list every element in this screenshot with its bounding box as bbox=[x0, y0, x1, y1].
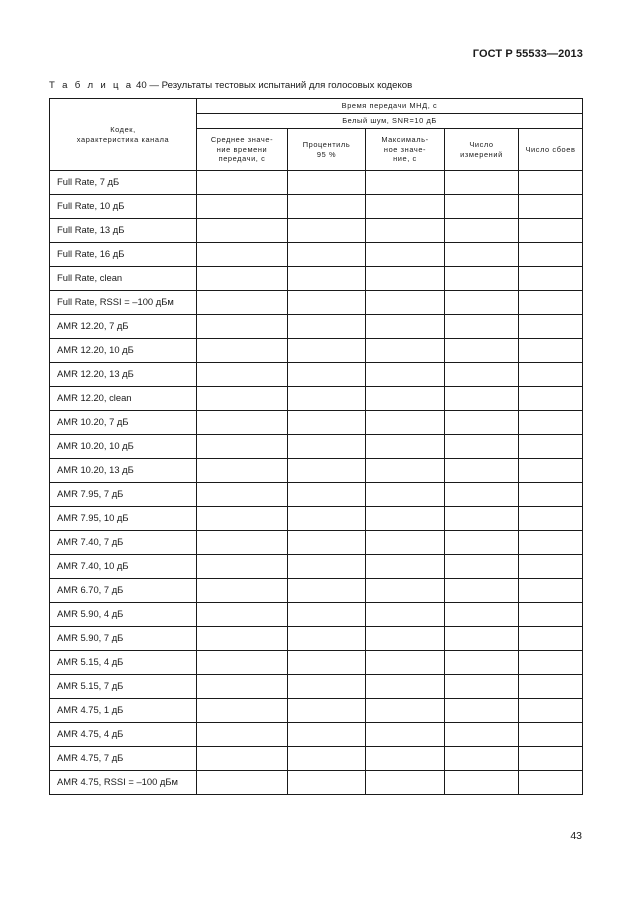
empty-value-cell bbox=[288, 435, 366, 459]
empty-value-cell bbox=[197, 171, 288, 195]
empty-value-cell bbox=[519, 747, 583, 771]
page-number: 43 bbox=[570, 830, 582, 842]
table-row bbox=[50, 171, 583, 195]
table-row bbox=[50, 315, 583, 339]
empty-value-cell bbox=[519, 171, 583, 195]
empty-value-cell bbox=[445, 507, 519, 531]
empty-value-cell bbox=[366, 627, 445, 651]
empty-value-cell bbox=[197, 483, 288, 507]
empty-value-cell bbox=[519, 555, 583, 579]
empty-value-cell bbox=[519, 435, 583, 459]
empty-value-cell bbox=[366, 291, 445, 315]
empty-value-cell bbox=[445, 171, 519, 195]
subgroup-header: Белый шум, SNR=10 дБ bbox=[197, 114, 583, 129]
table-row bbox=[50, 627, 583, 651]
table-caption-number: 40 bbox=[136, 80, 147, 91]
column-header bbox=[197, 129, 288, 171]
empty-value-cell bbox=[445, 555, 519, 579]
codec-cell: AMR 12.20, clean bbox=[50, 387, 197, 411]
table-caption-dash: — bbox=[149, 80, 159, 91]
empty-value-cell bbox=[197, 579, 288, 603]
codec-cell: Full Rate, clean bbox=[50, 267, 197, 291]
codec-cell: AMR 12.20, 7 дБ bbox=[50, 315, 197, 339]
codec-column-header bbox=[50, 99, 197, 171]
codec-cell: AMR 4.75, 7 дБ bbox=[50, 747, 197, 771]
column-header bbox=[445, 129, 519, 171]
table-row bbox=[50, 483, 583, 507]
empty-value-cell bbox=[197, 195, 288, 219]
empty-value-cell bbox=[445, 459, 519, 483]
empty-value-cell bbox=[519, 603, 583, 627]
empty-value-cell bbox=[366, 267, 445, 291]
table-row bbox=[50, 387, 583, 411]
empty-value-cell bbox=[519, 483, 583, 507]
empty-value-cell bbox=[519, 219, 583, 243]
empty-value-cell bbox=[288, 555, 366, 579]
empty-value-cell bbox=[288, 411, 366, 435]
table-row bbox=[50, 459, 583, 483]
empty-value-cell bbox=[445, 699, 519, 723]
empty-value-cell bbox=[288, 723, 366, 747]
codec-cell: Full Rate, 7 дБ bbox=[50, 171, 197, 195]
empty-value-cell bbox=[288, 651, 366, 675]
empty-value-cell bbox=[288, 531, 366, 555]
empty-value-cell bbox=[445, 315, 519, 339]
empty-value-cell bbox=[288, 315, 366, 339]
table-row bbox=[50, 699, 583, 723]
table-row bbox=[50, 531, 583, 555]
codec-cell: AMR 4.75, RSSI = –100 дБм bbox=[50, 771, 197, 795]
empty-value-cell bbox=[288, 459, 366, 483]
empty-value-cell bbox=[445, 627, 519, 651]
empty-value-cell bbox=[445, 435, 519, 459]
codec-cell: AMR 10.20, 13 дБ bbox=[50, 459, 197, 483]
empty-value-cell bbox=[445, 243, 519, 267]
empty-value-cell bbox=[366, 243, 445, 267]
empty-value-cell bbox=[288, 747, 366, 771]
empty-value-cell bbox=[288, 771, 366, 795]
empty-value-cell bbox=[519, 651, 583, 675]
empty-value-cell bbox=[445, 267, 519, 291]
empty-value-cell bbox=[366, 363, 445, 387]
empty-value-cell bbox=[366, 603, 445, 627]
empty-value-cell bbox=[519, 699, 583, 723]
empty-value-cell bbox=[288, 339, 366, 363]
empty-value-cell bbox=[366, 459, 445, 483]
empty-value-cell bbox=[445, 675, 519, 699]
empty-value-cell bbox=[445, 411, 519, 435]
empty-value-cell bbox=[519, 531, 583, 555]
codec-cell: AMR 7.95, 7 дБ bbox=[50, 483, 197, 507]
codec-cell: AMR 12.20, 13 дБ bbox=[50, 363, 197, 387]
empty-value-cell bbox=[197, 771, 288, 795]
table-row bbox=[50, 219, 583, 243]
empty-value-cell bbox=[366, 579, 445, 603]
table-row bbox=[50, 291, 583, 315]
table-row bbox=[50, 339, 583, 363]
column-header-line: ние времени bbox=[216, 144, 268, 154]
codec-cell: AMR 12.20, 10 дБ bbox=[50, 339, 197, 363]
codec-cell: AMR 10.20, 7 дБ bbox=[50, 411, 197, 435]
table-caption-title: Результаты тестовых испытаний для голосовых кодеков bbox=[161, 80, 413, 91]
empty-value-cell bbox=[445, 603, 519, 627]
empty-value-cell bbox=[366, 483, 445, 507]
standard-code: ГОСТ Р 55533—2013 bbox=[472, 48, 583, 60]
codec-cell: AMR 7.40, 7 дБ bbox=[50, 531, 197, 555]
empty-value-cell bbox=[366, 531, 445, 555]
empty-value-cell bbox=[288, 579, 366, 603]
empty-value-cell bbox=[445, 219, 519, 243]
table-caption bbox=[49, 80, 412, 91]
column-header-line: ние, с bbox=[393, 154, 417, 164]
empty-value-cell bbox=[445, 363, 519, 387]
empty-value-cell bbox=[366, 651, 445, 675]
column-header-line: ное значе- bbox=[383, 144, 427, 154]
empty-value-cell bbox=[445, 723, 519, 747]
empty-value-cell bbox=[366, 435, 445, 459]
table-row bbox=[50, 267, 583, 291]
table-row bbox=[50, 195, 583, 219]
empty-value-cell bbox=[197, 555, 288, 579]
empty-value-cell bbox=[519, 675, 583, 699]
empty-value-cell bbox=[197, 267, 288, 291]
group-header: Время передачи МНД, с bbox=[197, 99, 583, 114]
empty-value-cell bbox=[366, 339, 445, 363]
empty-value-cell bbox=[519, 315, 583, 339]
empty-value-cell bbox=[519, 459, 583, 483]
column-header-line: 95 % bbox=[316, 149, 337, 159]
empty-value-cell bbox=[197, 219, 288, 243]
column-header-line: Среднее значе- bbox=[210, 134, 274, 144]
empty-value-cell bbox=[288, 675, 366, 699]
empty-value-cell bbox=[445, 579, 519, 603]
empty-value-cell bbox=[519, 411, 583, 435]
codec-cell: AMR 7.95, 10 дБ bbox=[50, 507, 197, 531]
empty-value-cell bbox=[197, 627, 288, 651]
column-header-line: Процентиль bbox=[302, 139, 351, 149]
table-row bbox=[50, 675, 583, 699]
empty-value-cell bbox=[288, 699, 366, 723]
codec-cell: Full Rate, RSSI = –100 дБм bbox=[50, 291, 197, 315]
table-row bbox=[50, 747, 583, 771]
table-row bbox=[50, 579, 583, 603]
empty-value-cell bbox=[366, 387, 445, 411]
empty-value-cell bbox=[519, 291, 583, 315]
empty-value-cell bbox=[445, 747, 519, 771]
empty-value-cell bbox=[288, 387, 366, 411]
column-header bbox=[519, 129, 583, 171]
empty-value-cell bbox=[288, 507, 366, 531]
empty-value-cell bbox=[288, 603, 366, 627]
codec-cell: AMR 6.70, 7 дБ bbox=[50, 579, 197, 603]
empty-value-cell bbox=[366, 699, 445, 723]
empty-value-cell bbox=[445, 771, 519, 795]
empty-value-cell bbox=[197, 243, 288, 267]
table-caption-label: Т а б л и ц а bbox=[49, 80, 134, 91]
empty-value-cell bbox=[197, 675, 288, 699]
column-header bbox=[288, 129, 366, 171]
table-row bbox=[50, 411, 583, 435]
empty-value-cell bbox=[288, 291, 366, 315]
empty-value-cell bbox=[519, 627, 583, 651]
empty-value-cell bbox=[519, 243, 583, 267]
empty-value-cell bbox=[519, 363, 583, 387]
table-row bbox=[50, 603, 583, 627]
empty-value-cell bbox=[288, 267, 366, 291]
results-table bbox=[49, 98, 583, 795]
empty-value-cell bbox=[197, 531, 288, 555]
empty-value-cell bbox=[197, 363, 288, 387]
empty-value-cell bbox=[519, 723, 583, 747]
codec-cell: AMR 10.20, 10 дБ bbox=[50, 435, 197, 459]
empty-value-cell bbox=[519, 267, 583, 291]
table-row bbox=[50, 363, 583, 387]
column-header-line: Число сбоев bbox=[525, 144, 576, 154]
codec-cell: AMR 5.90, 4 дБ bbox=[50, 603, 197, 627]
empty-value-cell bbox=[519, 339, 583, 363]
codec-cell: Full Rate, 10 дБ bbox=[50, 195, 197, 219]
empty-value-cell bbox=[197, 291, 288, 315]
empty-value-cell bbox=[197, 651, 288, 675]
empty-value-cell bbox=[197, 699, 288, 723]
column-header-line: Максималь- bbox=[381, 134, 429, 144]
empty-value-cell bbox=[519, 579, 583, 603]
codec-header-line: Кодек, bbox=[110, 124, 136, 134]
empty-value-cell bbox=[366, 675, 445, 699]
empty-value-cell bbox=[519, 507, 583, 531]
table-row bbox=[50, 507, 583, 531]
empty-value-cell bbox=[445, 483, 519, 507]
empty-value-cell bbox=[445, 339, 519, 363]
empty-value-cell bbox=[288, 195, 366, 219]
empty-value-cell bbox=[197, 387, 288, 411]
empty-value-cell bbox=[197, 747, 288, 771]
empty-value-cell bbox=[445, 387, 519, 411]
empty-value-cell bbox=[288, 171, 366, 195]
empty-value-cell bbox=[288, 363, 366, 387]
codec-cell: AMR 5.15, 4 дБ bbox=[50, 651, 197, 675]
empty-value-cell bbox=[288, 243, 366, 267]
codec-cell: Full Rate, 13 дБ bbox=[50, 219, 197, 243]
table-row bbox=[50, 771, 583, 795]
column-header-line: Число bbox=[469, 139, 494, 149]
empty-value-cell bbox=[197, 315, 288, 339]
empty-value-cell bbox=[445, 195, 519, 219]
empty-value-cell bbox=[197, 459, 288, 483]
empty-value-cell bbox=[197, 339, 288, 363]
empty-value-cell bbox=[366, 195, 445, 219]
empty-value-cell bbox=[366, 507, 445, 531]
empty-value-cell bbox=[366, 555, 445, 579]
column-header bbox=[366, 129, 445, 171]
empty-value-cell bbox=[366, 771, 445, 795]
table-row bbox=[50, 651, 583, 675]
empty-value-cell bbox=[366, 747, 445, 771]
empty-value-cell bbox=[366, 219, 445, 243]
empty-value-cell bbox=[366, 171, 445, 195]
codec-cell: AMR 5.90, 7 дБ bbox=[50, 627, 197, 651]
empty-value-cell bbox=[197, 411, 288, 435]
empty-value-cell bbox=[366, 723, 445, 747]
empty-value-cell bbox=[519, 771, 583, 795]
table-row bbox=[50, 555, 583, 579]
empty-value-cell bbox=[197, 435, 288, 459]
empty-value-cell bbox=[445, 651, 519, 675]
codec-cell: AMR 4.75, 1 дБ bbox=[50, 699, 197, 723]
empty-value-cell bbox=[197, 507, 288, 531]
column-header-line: измерений bbox=[460, 149, 503, 159]
empty-value-cell bbox=[366, 411, 445, 435]
codec-cell: AMR 5.15, 7 дБ bbox=[50, 675, 197, 699]
table-row bbox=[50, 243, 583, 267]
codec-cell: AMR 7.40, 10 дБ bbox=[50, 555, 197, 579]
table-row bbox=[50, 435, 583, 459]
empty-value-cell bbox=[445, 531, 519, 555]
empty-value-cell bbox=[445, 291, 519, 315]
empty-value-cell bbox=[519, 387, 583, 411]
table-row bbox=[50, 723, 583, 747]
codec-header-line: характеристика канала bbox=[76, 134, 170, 144]
empty-value-cell bbox=[519, 195, 583, 219]
empty-value-cell bbox=[197, 723, 288, 747]
codec-cell: AMR 4.75, 4 дБ bbox=[50, 723, 197, 747]
empty-value-cell bbox=[288, 627, 366, 651]
empty-value-cell bbox=[366, 315, 445, 339]
empty-value-cell bbox=[288, 219, 366, 243]
column-header-line: передачи, с bbox=[218, 154, 266, 164]
empty-value-cell bbox=[197, 603, 288, 627]
empty-value-cell bbox=[288, 483, 366, 507]
codec-cell: Full Rate, 16 дБ bbox=[50, 243, 197, 267]
